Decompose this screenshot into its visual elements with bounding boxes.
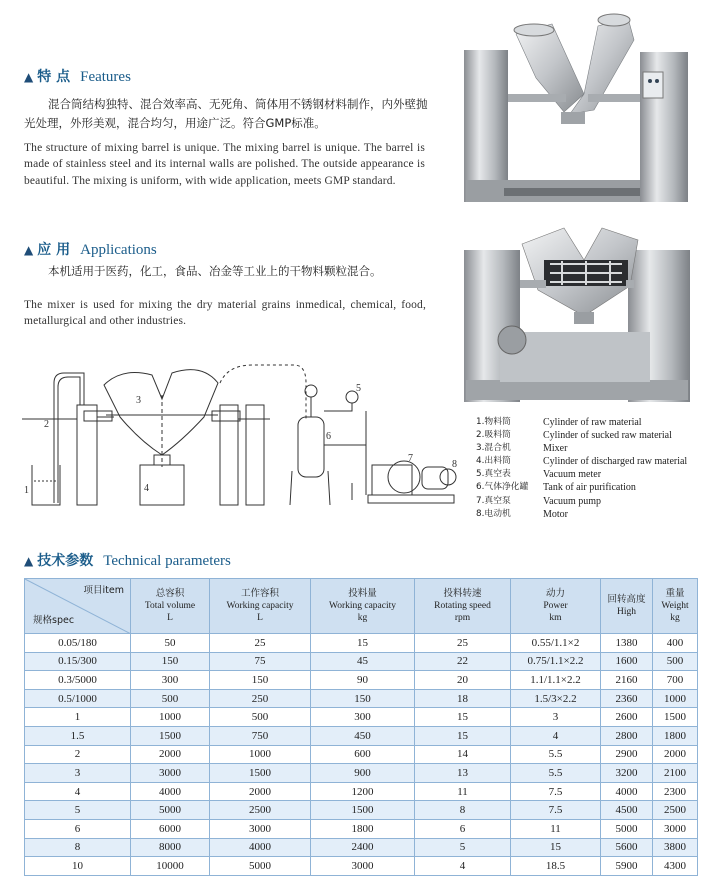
- table-cell: 3200: [601, 764, 653, 783]
- table-cell: 2600: [601, 708, 653, 727]
- legend-item: [476, 455, 687, 468]
- legend-item-cn: 3.混合机: [476, 443, 511, 454]
- spec-cell: 1: [25, 708, 131, 727]
- legend-item-cn: 6.气体净化罐: [476, 482, 529, 493]
- legend-item-cn: 5.真空表: [476, 469, 511, 480]
- spec-cell: 4: [25, 782, 131, 801]
- table-cell: 5600: [601, 838, 653, 857]
- table-cell: 0.55/1.1×2: [511, 634, 601, 653]
- table-cell: 1800: [311, 819, 415, 838]
- table-cell: 5000: [131, 801, 210, 820]
- table-cell: 2500: [210, 801, 311, 820]
- legend-item: [476, 429, 687, 442]
- table-cell: 5000: [601, 819, 653, 838]
- table-cell: 1800: [653, 726, 698, 745]
- table-cell: 750: [210, 726, 311, 745]
- table-cell: 2360: [601, 689, 653, 708]
- diagram-label-2: 2: [44, 419, 49, 430]
- diagram-label-4: 4: [144, 483, 149, 494]
- legend-item-en: Cylinder of discharged raw material: [543, 456, 688, 468]
- table-cell: 25: [415, 634, 511, 653]
- table-row: [25, 819, 698, 838]
- table-cell: 2900: [601, 745, 653, 764]
- table-cell: 0.75/1.1×2.2: [511, 652, 601, 671]
- spec-cell: 0.5/1000: [25, 689, 131, 708]
- diagram-label-1: 1: [24, 485, 29, 496]
- table-cell: 3000: [210, 819, 311, 838]
- spec-cell: 2: [25, 745, 131, 764]
- header-diagonal-cell: [25, 579, 131, 634]
- table-row: [25, 764, 698, 783]
- table-cell: 1.5/3×2.2: [511, 689, 601, 708]
- table-cell: 6: [415, 819, 511, 838]
- column-header: 投料量 Working capacity kg: [311, 579, 415, 634]
- table-cell: 5.5: [511, 745, 601, 764]
- features-heading-cn: 特 点: [37, 69, 71, 85]
- table-row: [25, 801, 698, 820]
- table-cell: 1000: [131, 708, 210, 727]
- diagram-label-7: 7: [408, 453, 413, 464]
- spec-cell: 1.5: [25, 726, 131, 745]
- table-cell: 1380: [601, 634, 653, 653]
- table-row: [25, 708, 698, 727]
- table-cell: 20: [415, 671, 511, 690]
- legend-item-en: Cylinder of sucked raw material: [543, 430, 672, 442]
- features-heading-en: Features: [80, 69, 131, 85]
- table-header-row: [25, 579, 698, 634]
- table-cell: 2000: [653, 745, 698, 764]
- applications-heading-en: Applications: [80, 242, 157, 258]
- legend-item: [476, 481, 687, 494]
- table-cell: 4: [511, 726, 601, 745]
- table-cell: 18.5: [511, 857, 601, 876]
- table-row: [25, 652, 698, 671]
- legend-item-en: Motor: [543, 508, 568, 520]
- table-cell: 22: [415, 652, 511, 671]
- table-row: [25, 857, 698, 876]
- table-cell: 3: [511, 708, 601, 727]
- table-cell: 2300: [653, 782, 698, 801]
- system-schematic-diagram: [22, 355, 472, 525]
- table-cell: 15: [311, 634, 415, 653]
- table-cell: 2400: [311, 838, 415, 857]
- v-mixer-interior-photo: [460, 220, 700, 406]
- table-cell: 4000: [210, 838, 311, 857]
- table-row: [25, 838, 698, 857]
- features-text-cn: 混合筒结构独特、混合效率高、无死角、筒体用不锈钢材料制作，内外壁抛光处理，外形美观，混合均匀，用途广泛。符合GMP标准。: [24, 97, 428, 130]
- table-cell: 1200: [311, 782, 415, 801]
- triangle-bullet-icon: ▲: [24, 70, 34, 84]
- table-cell: 90: [311, 671, 415, 690]
- table-cell: 2000: [210, 782, 311, 801]
- table-cell: 8000: [131, 838, 210, 857]
- table-cell: 4000: [601, 782, 653, 801]
- spec-cell: 6: [25, 819, 131, 838]
- spec-cell: 8: [25, 838, 131, 857]
- table-cell: 4300: [653, 857, 698, 876]
- legend-item-en: Mixer: [543, 443, 568, 455]
- v-mixer-photo: [460, 8, 700, 210]
- diagram-label-8: 8: [452, 459, 457, 470]
- table-row: [25, 726, 698, 745]
- header-item-label: 项目item: [83, 585, 124, 596]
- triangle-bullet-icon: ▲: [24, 554, 34, 568]
- applications-heading-cn: 应 用: [37, 242, 71, 258]
- column-header: 工作容积 Working capacity L: [210, 579, 311, 634]
- table-cell: 11: [511, 819, 601, 838]
- column-header: 动力 Power km: [511, 579, 601, 634]
- header-spec-label: 规格spec: [33, 615, 75, 626]
- spec-cell: 0.15/300: [25, 652, 131, 671]
- spec-cell: 10: [25, 857, 131, 876]
- legend-item: [476, 442, 687, 455]
- table-cell: 13: [415, 764, 511, 783]
- table-cell: 75: [210, 652, 311, 671]
- table-cell: 250: [210, 689, 311, 708]
- table-cell: 5.5: [511, 764, 601, 783]
- legend-item: [476, 416, 687, 429]
- triangle-bullet-icon: ▲: [24, 243, 34, 257]
- table-cell: 4: [415, 857, 511, 876]
- table-cell: 2800: [601, 726, 653, 745]
- applications-heading: [24, 239, 157, 259]
- table-cell: 1000: [653, 689, 698, 708]
- technical-heading-cn: 技术参数: [37, 553, 94, 569]
- table-cell: 150: [210, 671, 311, 690]
- table-cell: 450: [311, 726, 415, 745]
- legend-item-cn: 2.吸料筒: [476, 430, 511, 441]
- table-cell: 11: [415, 782, 511, 801]
- column-header: 重量 Weight kg: [653, 579, 698, 634]
- legend-item-cn: 1.物料筒: [476, 417, 511, 427]
- legend-item-en: Vacuum meter: [543, 469, 602, 481]
- applications-text-cn: 本机适用于医药，化工，食品、冶金等工业上的干物料颗粒混合。: [48, 264, 382, 278]
- diagram-label-6: 6: [326, 431, 331, 442]
- table-cell: 500: [210, 708, 311, 727]
- technical-heading: [24, 550, 231, 570]
- legend-item: [476, 495, 687, 508]
- table-row: [25, 745, 698, 764]
- table-cell: 500: [131, 689, 210, 708]
- table-cell: 3000: [131, 764, 210, 783]
- spec-cell: 5: [25, 801, 131, 820]
- legend-item-cn: 7.真空泵: [476, 495, 511, 506]
- table-cell: 7.5: [511, 801, 601, 820]
- table-row: [25, 782, 698, 801]
- table-cell: 25: [210, 634, 311, 653]
- table-cell: 3800: [653, 838, 698, 857]
- table-cell: 50: [131, 634, 210, 653]
- features-text-en: The structure of mixing barrel is unique. The mixing barrel is unique. The barrel is made of stainless steel and its internal walls are polished. The outside appearance is beautiful. The mixing is uniform, with wide application, meets GMP standard.: [24, 142, 425, 187]
- table-cell: 6000: [131, 819, 210, 838]
- technical-parameters-table: [24, 578, 698, 876]
- column-header: 回转高度 High: [601, 579, 653, 634]
- column-header: 投料转速 Rotating speed rpm: [415, 579, 511, 634]
- table-cell: 1500: [311, 801, 415, 820]
- diagram-label-3: 3: [136, 395, 141, 406]
- table-cell: 1600: [601, 652, 653, 671]
- table-cell: 15: [511, 838, 601, 857]
- table-cell: 7.5: [511, 782, 601, 801]
- table-cell: 2160: [601, 671, 653, 690]
- table-cell: 1500: [210, 764, 311, 783]
- table-cell: 2500: [653, 801, 698, 820]
- table-cell: 1.1/1.1×2.2: [511, 671, 601, 690]
- features-heading: [24, 66, 131, 86]
- legend-item-en: Vacuum pump: [543, 495, 602, 507]
- table-cell: 10000: [131, 857, 210, 876]
- table-cell: 3000: [311, 857, 415, 876]
- table-cell: 2000: [131, 745, 210, 764]
- table-cell: 14: [415, 745, 511, 764]
- table-cell: 150: [311, 689, 415, 708]
- table-cell: 8: [415, 801, 511, 820]
- table-cell: 5000: [210, 857, 311, 876]
- diagram-label-5: 5: [356, 383, 361, 394]
- table-cell: 5: [415, 838, 511, 857]
- table-cell: 1500: [653, 708, 698, 727]
- legend-item: [476, 468, 687, 481]
- table-cell: 150: [131, 652, 210, 671]
- legend-item-cn: 4.出料筒: [476, 456, 511, 467]
- diagram-legend: [476, 416, 687, 521]
- table-cell: 45: [311, 652, 415, 671]
- table-cell: 500: [653, 652, 698, 671]
- table-cell: 600: [311, 745, 415, 764]
- table-cell: 2100: [653, 764, 698, 783]
- table-cell: 15: [415, 708, 511, 727]
- table-cell: 700: [653, 671, 698, 690]
- table-cell: 18: [415, 689, 511, 708]
- table-cell: 300: [131, 671, 210, 690]
- table-cell: 5900: [601, 857, 653, 876]
- legend-item-en: Cylinder of raw material: [543, 417, 642, 428]
- applications-text-en: The mixer is used for mixing the dry material grains inmedical, chemical, food, metallurgical and other industries.: [24, 299, 426, 328]
- table-cell: 300: [311, 708, 415, 727]
- table-cell: 400: [653, 634, 698, 653]
- legend-item-cn: 8.电动机: [476, 508, 511, 519]
- table-row: [25, 671, 698, 690]
- table-cell: 4000: [131, 782, 210, 801]
- spec-cell: 0.05/180: [25, 634, 131, 653]
- technical-heading-en: Technical parameters: [103, 553, 231, 569]
- spec-cell: 0.3/5000: [25, 671, 131, 690]
- legend-item: [476, 508, 687, 521]
- table-row: [25, 634, 698, 653]
- table-cell: 15: [415, 726, 511, 745]
- table-cell: 3000: [653, 819, 698, 838]
- column-header: 总容积 Total volume L: [131, 579, 210, 634]
- legend-item-en: Tank of air purification: [543, 482, 636, 494]
- spec-cell: 3: [25, 764, 131, 783]
- table-cell: 900: [311, 764, 415, 783]
- table-row: [25, 689, 698, 708]
- table-cell: 4500: [601, 801, 653, 820]
- table-cell: 1500: [131, 726, 210, 745]
- table-cell: 1000: [210, 745, 311, 764]
